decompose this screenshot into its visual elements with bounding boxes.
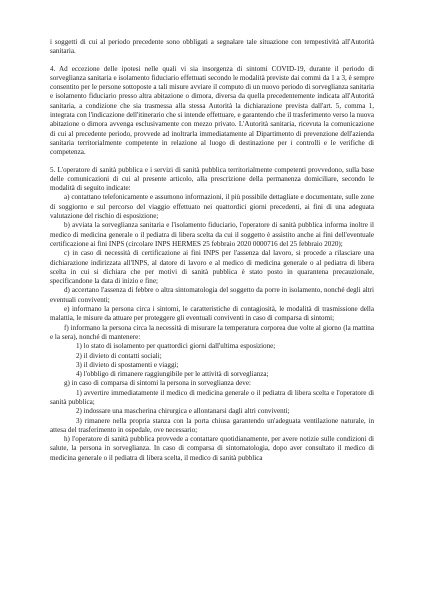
list-item-h: h) l'operatore di sanità pubblica provvede a contattare quotidianamente, per avere notizie sulle condizioni di salute, la persona in sorveglianza. In caso di comparsa di sintomatologia, dopo aver consultato il medico di medicina generale o il pediatra di libera scelta, il medico di sanità pubblica xyxy=(50,435,374,462)
list-item-b: b) avviata la sorveglianza sanitaria e l'isolamento fiduciario, l'operatore di sanità pubblica informa inoltre il medico di medicina generale o il pediatra di libera scelta da cui il soggetto è assistito anche ai fini dell'eventuale certificazione ai fini INPS (circolare INPS HERMES 25 febbraio 2020 0000716 del 25 febbraio 2020); xyxy=(50,221,374,248)
list-subitem-g2: 2) indossare una mascherina chirurgica e allontanarsi dagli altri conviventi; xyxy=(76,407,290,416)
list-subitem-g1: 1) avvertire immediatamente il medico di medicina generale o il pediatra di libera scelta e l'operatore di sanità pubblica; xyxy=(50,388,374,406)
list-subitem-f3: 3) il divieto di spostamenti e viaggi; xyxy=(76,360,179,369)
list-item-e: e) informano la persona circa i sintomi, le caratteristiche di contagiosità, le modalità di trasmissione della malattia, le misure da attuare per proteggere gli eventuali conviventi in caso di comparsa di sintomi; xyxy=(50,305,374,323)
list-item-f: f) informano la persona circa la necessità di misurare la temperatura corporea due volte al giorno (la mattina e la sera), nonché di mantenere: xyxy=(50,323,374,341)
list-subitem-g3: 3) rimanere nella propria stanza con la porta chiusa garantendo un'adeguata ventilazione naturale, in attesa del trasferimento in ospedale, ove necessario; xyxy=(50,416,374,434)
list-item-g: g) in caso di comparsa di sintomi la persona in sorveglianza deve: xyxy=(64,379,251,388)
paragraph-comma-4: 4. Ad eccezione delle ipotesi nelle quali vi sia insorgenza di sintomi COVID-19, durante il periodo di sorveglianza sanitaria e isolamento fiduciario effettuati secondo le modalità previste dai commi da 1 a 3, è sempre consentito per le persone sottoposte a tali misure avviare il computo di un nuovo periodo di sorveglianza sanitaria e isolamento fiduciario presso altra abitazione o dimora, diversa da quella precedentemente indicata all'Autorità sanitaria, a condizione che sia trasmessa alla stessa Autorità la dichiarazione prevista dall'art. 5, comma 1, integrata con l'indicazione dell'itinerario che si intende effettuare, e garantendo che il trasferimento verso la nuova abitazione o dimora avvenga esclusivamente con mezzo privato. L'Autorità sanitaria, ricevuta la comunicazione di cui al precedente periodo, provvede ad inoltrarla immediatamente al Dipartimento di prevenzione dell'azienda sanitaria territorialmente competente in relazione al luogo di destinazione per i controlli e le verifiche di competenza. xyxy=(50,64,374,157)
paragraph-comma-5: 5. L'operatore di sanità pubblica e i servizi di sanità pubblica territorialmente competenti provvedono, sulla base delle comunicazioni di cui al presente articolo, alla prescrizione della permanenza domiciliare, secondo le modalità di seguito indicate: xyxy=(50,165,374,193)
list-subitem-f4: 4) l'obbligo di rimanere raggiungibile per le attività di sorveglianza; xyxy=(76,370,269,379)
list-subitem-f1: 1) lo stato di isolamento per quattordici giorni dall'ultima esposizione; xyxy=(76,342,276,351)
list-item-c: c) in caso di necessità di certificazione ai fini INPS per l'assenza dal lavoro, si procede a rilasciare una dichiarazione indirizzata all'INPS, al datore di lavoro e al medico di medicina generale o al pediatra di libera scelta in cui si dichiara che per motivi di sanità pubblica è stato posto in quarantena precauzionale, specificandone la data di inizio e fine; xyxy=(50,249,374,286)
list-subitem-f2: 2) il divieto di contatti sociali; xyxy=(76,351,162,360)
paragraph-continuation: i soggetti di cui al periodo precedente sono obbligati a segnalare tale situazione con tempestività all'Autorità sanitaria. xyxy=(50,38,374,56)
list-item-a: a) contattano telefonicamente e assumono informazioni, il più possibile dettagliate e documentate, sulle zone di soggiorno e sul percorso del viaggio effettuato nei quattordici giorni precedenti, ai fini di una adeguata valutazione del rischio di esposizione; xyxy=(50,193,374,221)
list-item-d: d) accertano l'assenza di febbre o altra sintomatologia del soggetto da porre in isolamento, nonché degli altri eventuali conviventi; xyxy=(50,286,374,304)
